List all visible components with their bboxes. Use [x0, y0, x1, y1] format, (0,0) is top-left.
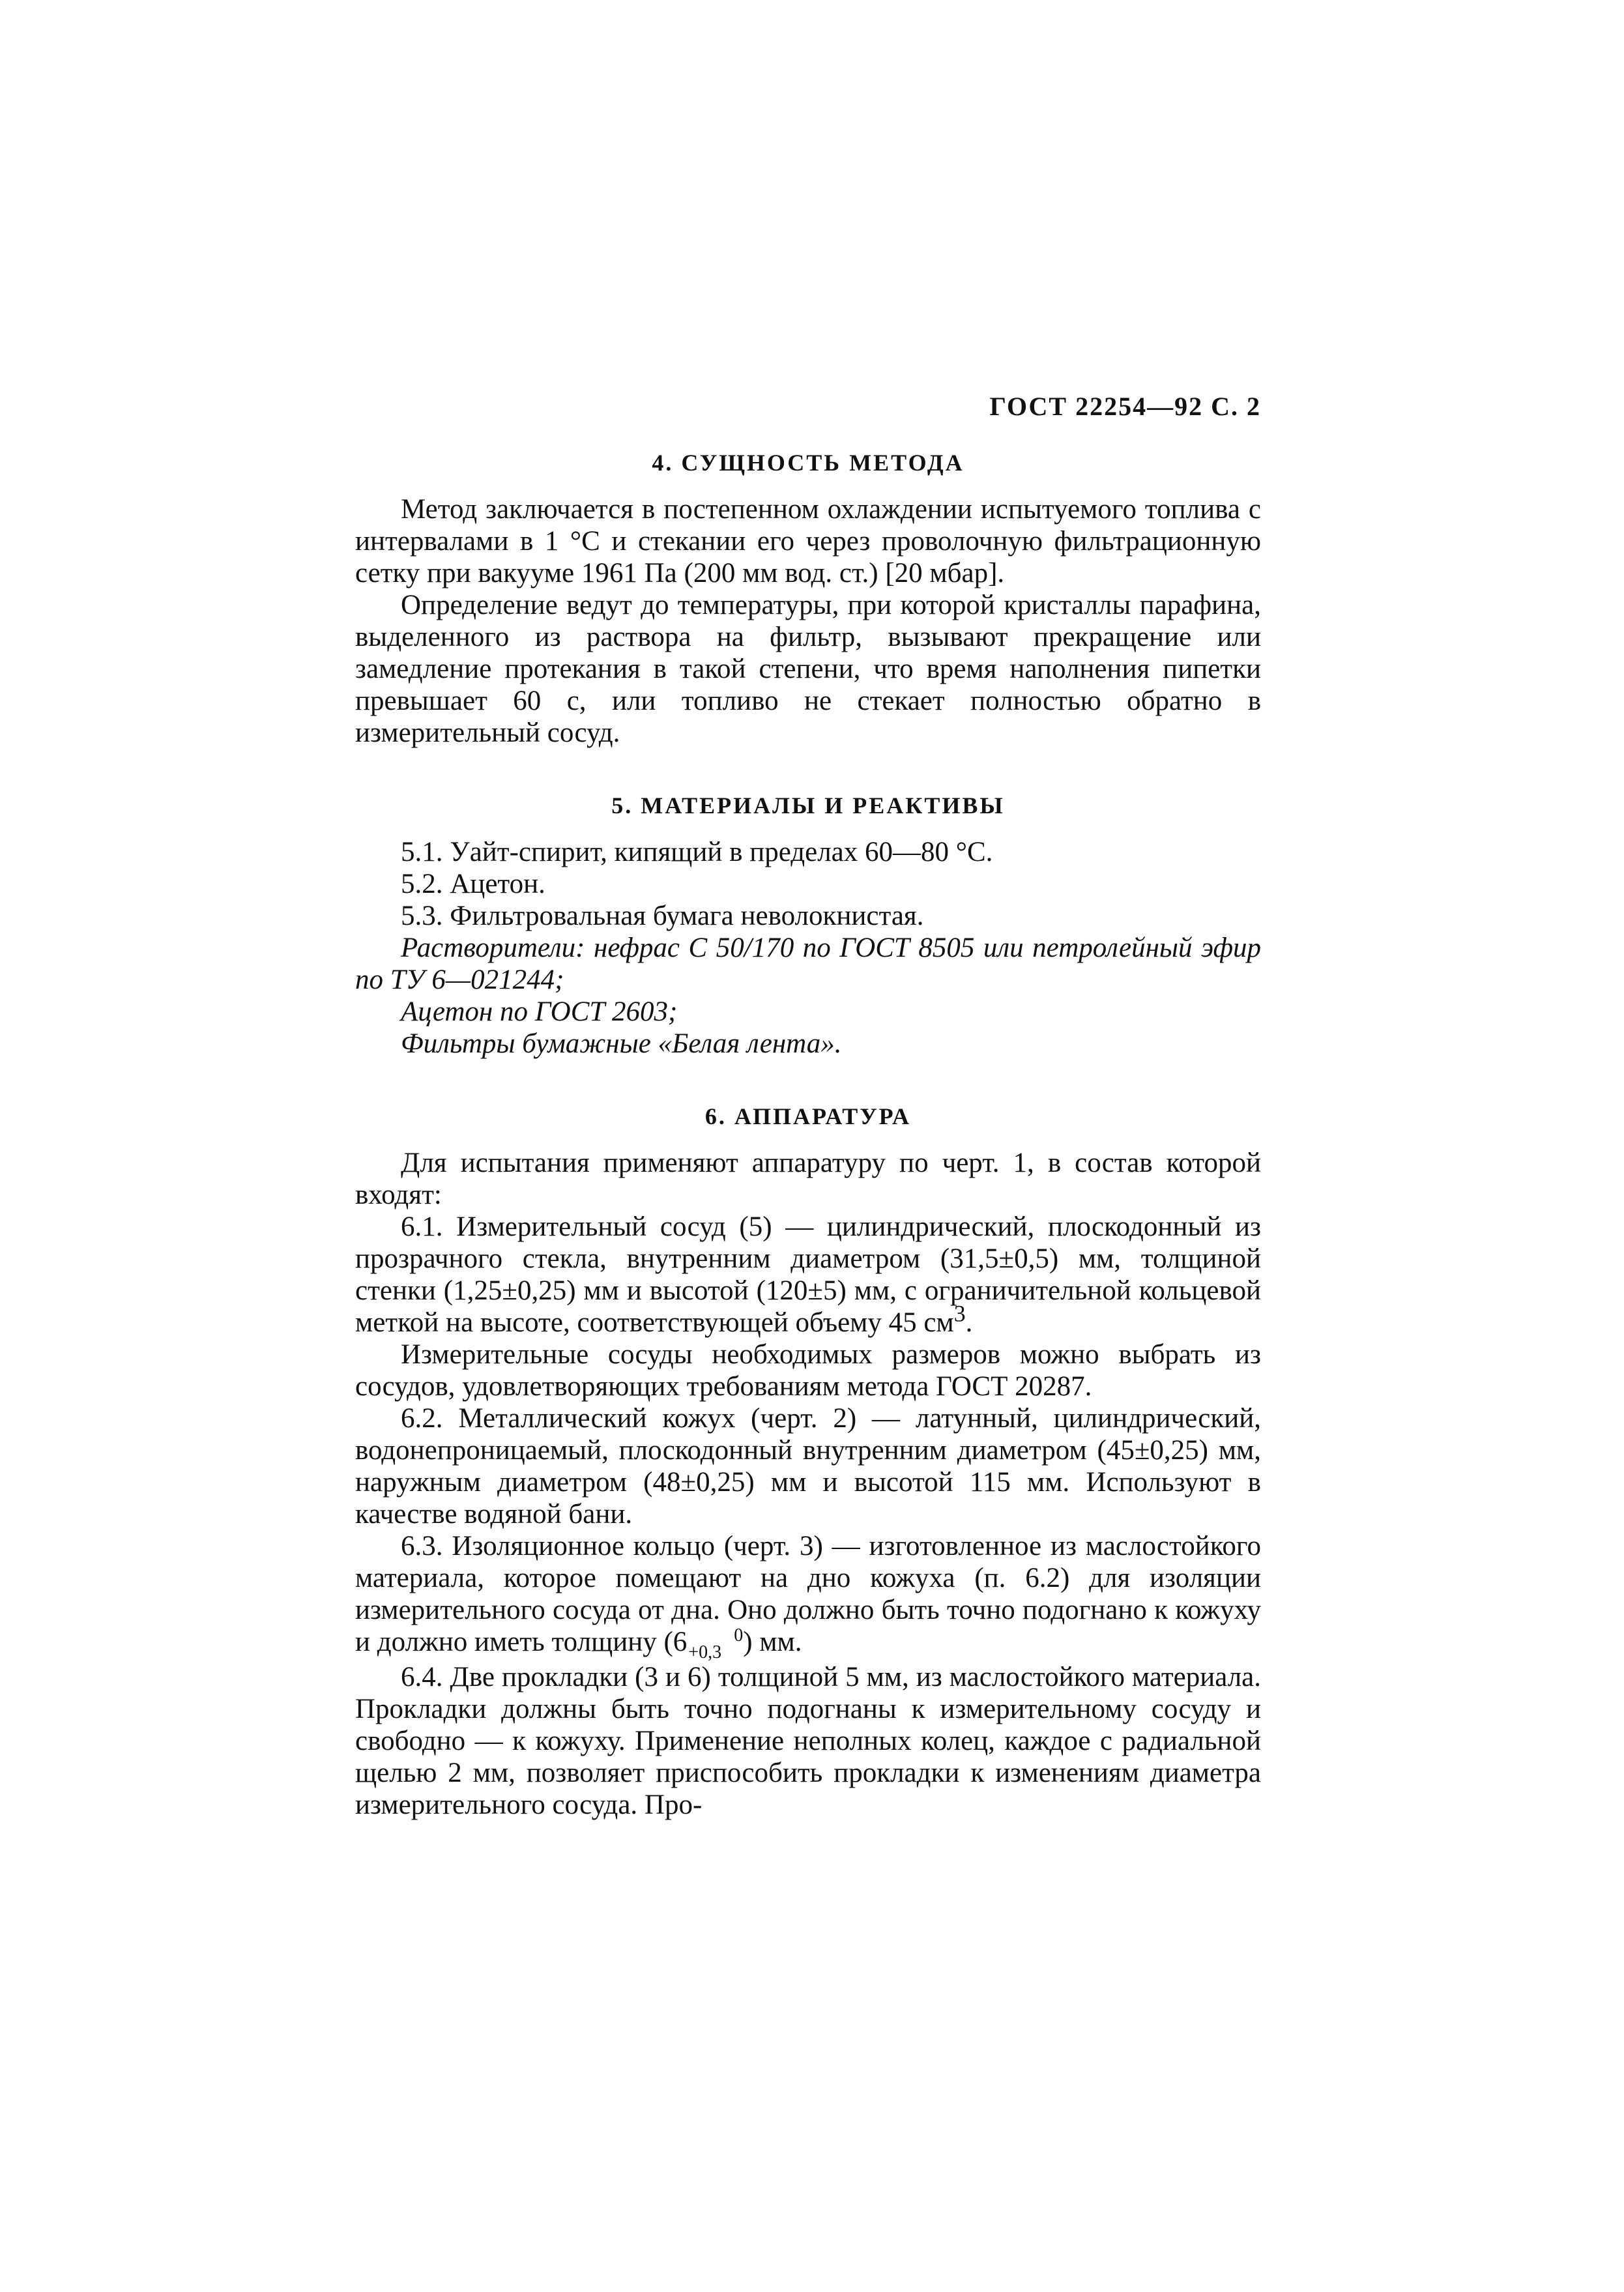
section-title: 4. СУЩНОСТЬ МЕТОДА	[652, 450, 964, 476]
superscript: 3	[953, 1300, 966, 1327]
tolerance-upper: 0	[734, 1625, 744, 1646]
tolerance-lower: +0,3	[688, 1642, 722, 1663]
section-title: 6. АППАРАТУРА	[704, 1103, 912, 1129]
text: ) мм.	[743, 1627, 802, 1657]
section-6	[355, 1103, 1261, 1821]
paragraph: 5.2. Ацетон.	[401, 869, 545, 899]
paragraph: Для испытания применяют аппаратуру по черт. 1, в состав которой входят:	[355, 1148, 1261, 1210]
text: 6.1. Измерительный сосуд (5) — цилиндрический, плоскодонный из прозрачного стекла, внутренним диаметром (31,5±0,5) мм, толщиной стенки (1,25±0,25) мм и высотой (120±5) мм, с ограничительной кольцевой меткой на высоте, соответствующей объему 45 см	[355, 1211, 1261, 1338]
paragraph: 5.1. Уайт-спирит, кипящий в пределах 60—80 °С.	[401, 837, 993, 867]
paragraph: Ацетон по ГОСТ 2603;	[401, 996, 678, 1027]
paragraph: Фильтры бумажные «Белая лента».	[401, 1028, 842, 1059]
paragraph: 5.3. Фильтровальная бумага неволокнистая.	[401, 901, 924, 931]
paragraph: 6.2. Металлический кожух (черт. 2) — латунный, цилиндрический, водонепроницаемый, плоскодонный внутренним диаметром (45±0,25) мм, наружным диаметром (48±0,25) мм и высотой 115 мм. Используют в качестве водяной бани.	[355, 1403, 1261, 1530]
paragraph: Метод заключается в постепенном охлаждении испытуемого топлива с интервалами в 1 °С и стекании его через проволочную фильтрационную сетку при вакууме 1961 Па (200 мм вод. ст.) [20 мбар].	[355, 494, 1261, 588]
section-5	[355, 792, 1261, 1060]
page-header: ГОСТ 22254—92 С. 2	[989, 392, 1261, 421]
paragraph: Определение ведут до температуры, при которой кристаллы парафина, выделенного из раствора на фильтр, вызывают прекращение или замедление протекания в такой степени, что время наполнения пипетки превышает 60 с, или топливо не стекает полностью обратно в измерительный сосуд.	[355, 590, 1261, 748]
paragraph: Растворители: нефрас С 50/170 по ГОСТ 8505 или петролейный эфир по ТУ 6—021244;	[355, 933, 1261, 995]
paragraph	[355, 1211, 1261, 1339]
section-4	[355, 449, 1261, 749]
text: 6.3. Изоляционное кольцо (черт. 3) — изготовленное из маслостойкого материала, которое помещают на дно кожуха (п. 6.2) для изоляции измерительного сосуда от дна. Оно должно быть точно подогнано к кожуху и должно иметь толщину (6	[355, 1531, 1261, 1657]
section-title: 5. МАТЕРИАЛЫ И РЕАКТИВЫ	[611, 792, 1005, 819]
paragraph	[355, 1530, 1261, 1661]
text: .	[965, 1307, 973, 1338]
document-page	[355, 391, 1261, 1864]
paragraph: 6.4. Две прокладки (3 и 6) толщиной 5 мм, из маслостойкого материала. Прокладки должны быть точно подогнаны к измерительному сосуду и свободно — к кожуху. Применение неполных колец, каждое с радиальной щелью 2 мм, позволяет приспособить прокладки к изменениям диаметра измерительного сосуда. Про-	[355, 1662, 1261, 1821]
tolerance	[688, 1627, 743, 1661]
paragraph: Измерительные сосуды необходимых размеров можно выбрать из сосудов, удовлетворяющих требованиям метода ГОСТ 20287.	[355, 1339, 1261, 1402]
